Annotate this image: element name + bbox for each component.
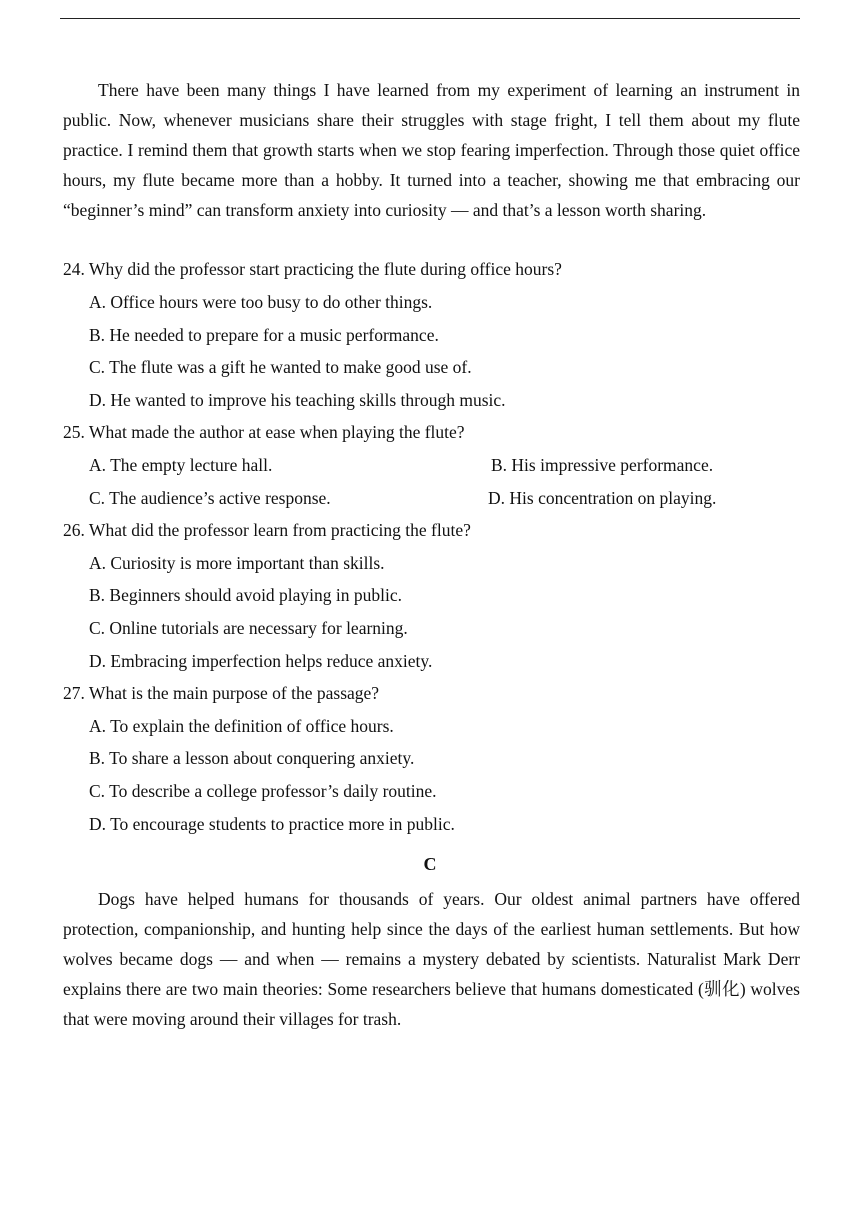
question-24-stem: 24. Why did the professor start practicing the flute during office hours? — [63, 259, 562, 279]
question-24-option-c[interactable]: C. The flute was a gift he wanted to make good use of. — [89, 357, 472, 377]
question-26-option-b[interactable]: B. Beginners should avoid playing in public. — [89, 585, 403, 605]
question-24-option-a[interactable]: A. Office hours were too busy to do other things. — [89, 292, 433, 312]
question-24-option-d[interactable]: D. He wanted to improve his teaching skills through music. — [89, 390, 506, 410]
question-25-stem: 25. What made the author at ease when playing the flute? — [63, 422, 465, 442]
question-25-option-b[interactable]: B. His impressive performance. — [491, 455, 714, 475]
question-27-option-d[interactable]: D. To encourage students to practice more in public. — [89, 814, 455, 834]
header-rule — [60, 18, 800, 19]
passage-c — [63, 884, 800, 1034]
question-25-option-d[interactable]: D. His concentration on playing. — [488, 488, 717, 508]
question-25-option-a[interactable]: A. The empty lecture hall. — [89, 455, 273, 475]
question-27-stem: 27. What is the main purpose of the passage? — [63, 683, 380, 703]
question-26-option-c[interactable]: C. Online tutorials are necessary for learning. — [89, 618, 408, 638]
passage-c-text: Dogs have helped humans for thousands of years. Our oldest animal partners have offered protection, companionship, and hunting help since the days of the earliest human settlements. But how wolves became dogs — and when — remains a mystery debated by scientists. Naturalist Mark Derr explains there are two main theories: Some researchers believe that humans domesticated (驯化) wolves that were moving around their villages for trash. — [63, 889, 800, 1029]
question-26-option-d[interactable]: D. Embracing imperfection helps reduce anxiety. — [89, 651, 433, 671]
question-24-option-b[interactable]: B. He needed to prepare for a music performance. — [89, 325, 439, 345]
section-c-heading: C — [423, 854, 437, 874]
question-27-option-b[interactable]: B. To share a lesson about conquering anxiety. — [89, 748, 415, 768]
passage-b-conclusion — [63, 75, 800, 225]
question-27-option-c[interactable]: C. To describe a college professor’s daily routine. — [89, 781, 437, 801]
question-26-stem: 26. What did the professor learn from practicing the flute? — [63, 520, 471, 540]
question-27-option-a[interactable]: A. To explain the definition of office hours. — [89, 716, 394, 736]
passage-b-text: There have been many things I have learned from my experiment of learning an instrument in public. Now, whenever musicians share their struggles with stage fright, I tell them about my flute practice. I remind them that growth starts when we stop fearing imperfection. Through those quiet office hours, my flute became more than a hobby. It turned into a teacher, showing me that embracing our “beginner’s mind” can transform anxiety into curiosity — and that’s a lesson worth sharing. — [63, 80, 800, 220]
question-25-option-c[interactable]: C. The audience’s active response. — [89, 488, 331, 508]
question-26-option-a[interactable]: A. Curiosity is more important than skills. — [89, 553, 385, 573]
